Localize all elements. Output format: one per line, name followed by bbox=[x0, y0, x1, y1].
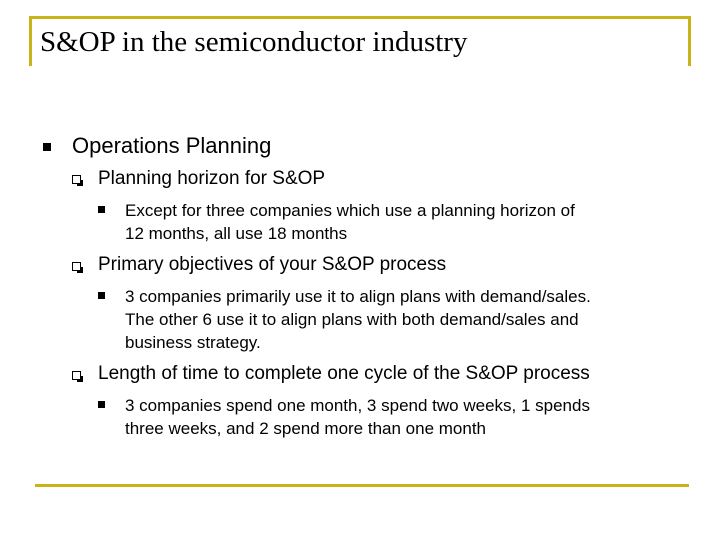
subitem-heading: Planning horizon for S&OP bbox=[98, 168, 326, 189]
subitem-detail bbox=[125, 199, 575, 245]
subitem-heading: Primary objectives of your S&OP process bbox=[98, 254, 447, 275]
square-bullet-icon bbox=[98, 206, 105, 213]
detail-line: Except for three companies which use a planning horizon of bbox=[125, 201, 575, 220]
subitem-heading: Length of time to complete one cycle of the S&OP process bbox=[98, 363, 590, 384]
detail-line: 3 companies spend one month, 3 spend two weeks, 1 spends bbox=[125, 396, 590, 415]
frame-right-rule bbox=[688, 16, 691, 66]
square-bullet-icon bbox=[98, 401, 105, 408]
detail-line: 3 companies primarily use it to align plans with demand/sales. bbox=[125, 287, 591, 306]
detail-line: The other 6 use it to align plans with both demand/sales and bbox=[125, 310, 579, 329]
square-bullet-icon bbox=[43, 143, 51, 151]
subitem-detail bbox=[125, 394, 590, 440]
bottom-rule bbox=[35, 484, 689, 487]
subitem-detail bbox=[125, 285, 591, 354]
hollow-square-bullet-icon bbox=[72, 371, 81, 380]
hollow-square-bullet-icon bbox=[72, 175, 81, 184]
main-bullet-text: Operations Planning bbox=[72, 133, 272, 158]
detail-line: business strategy. bbox=[125, 333, 261, 352]
detail-line: 12 months, all use 18 months bbox=[125, 224, 348, 243]
slide-title: S&OP in the semiconductor industry bbox=[40, 26, 468, 58]
square-bullet-icon bbox=[98, 292, 105, 299]
detail-line: three weeks, and 2 spend more than one month bbox=[125, 419, 487, 438]
frame-top-rule bbox=[29, 16, 691, 19]
frame-left-rule bbox=[29, 16, 32, 66]
hollow-square-bullet-icon bbox=[72, 262, 81, 271]
